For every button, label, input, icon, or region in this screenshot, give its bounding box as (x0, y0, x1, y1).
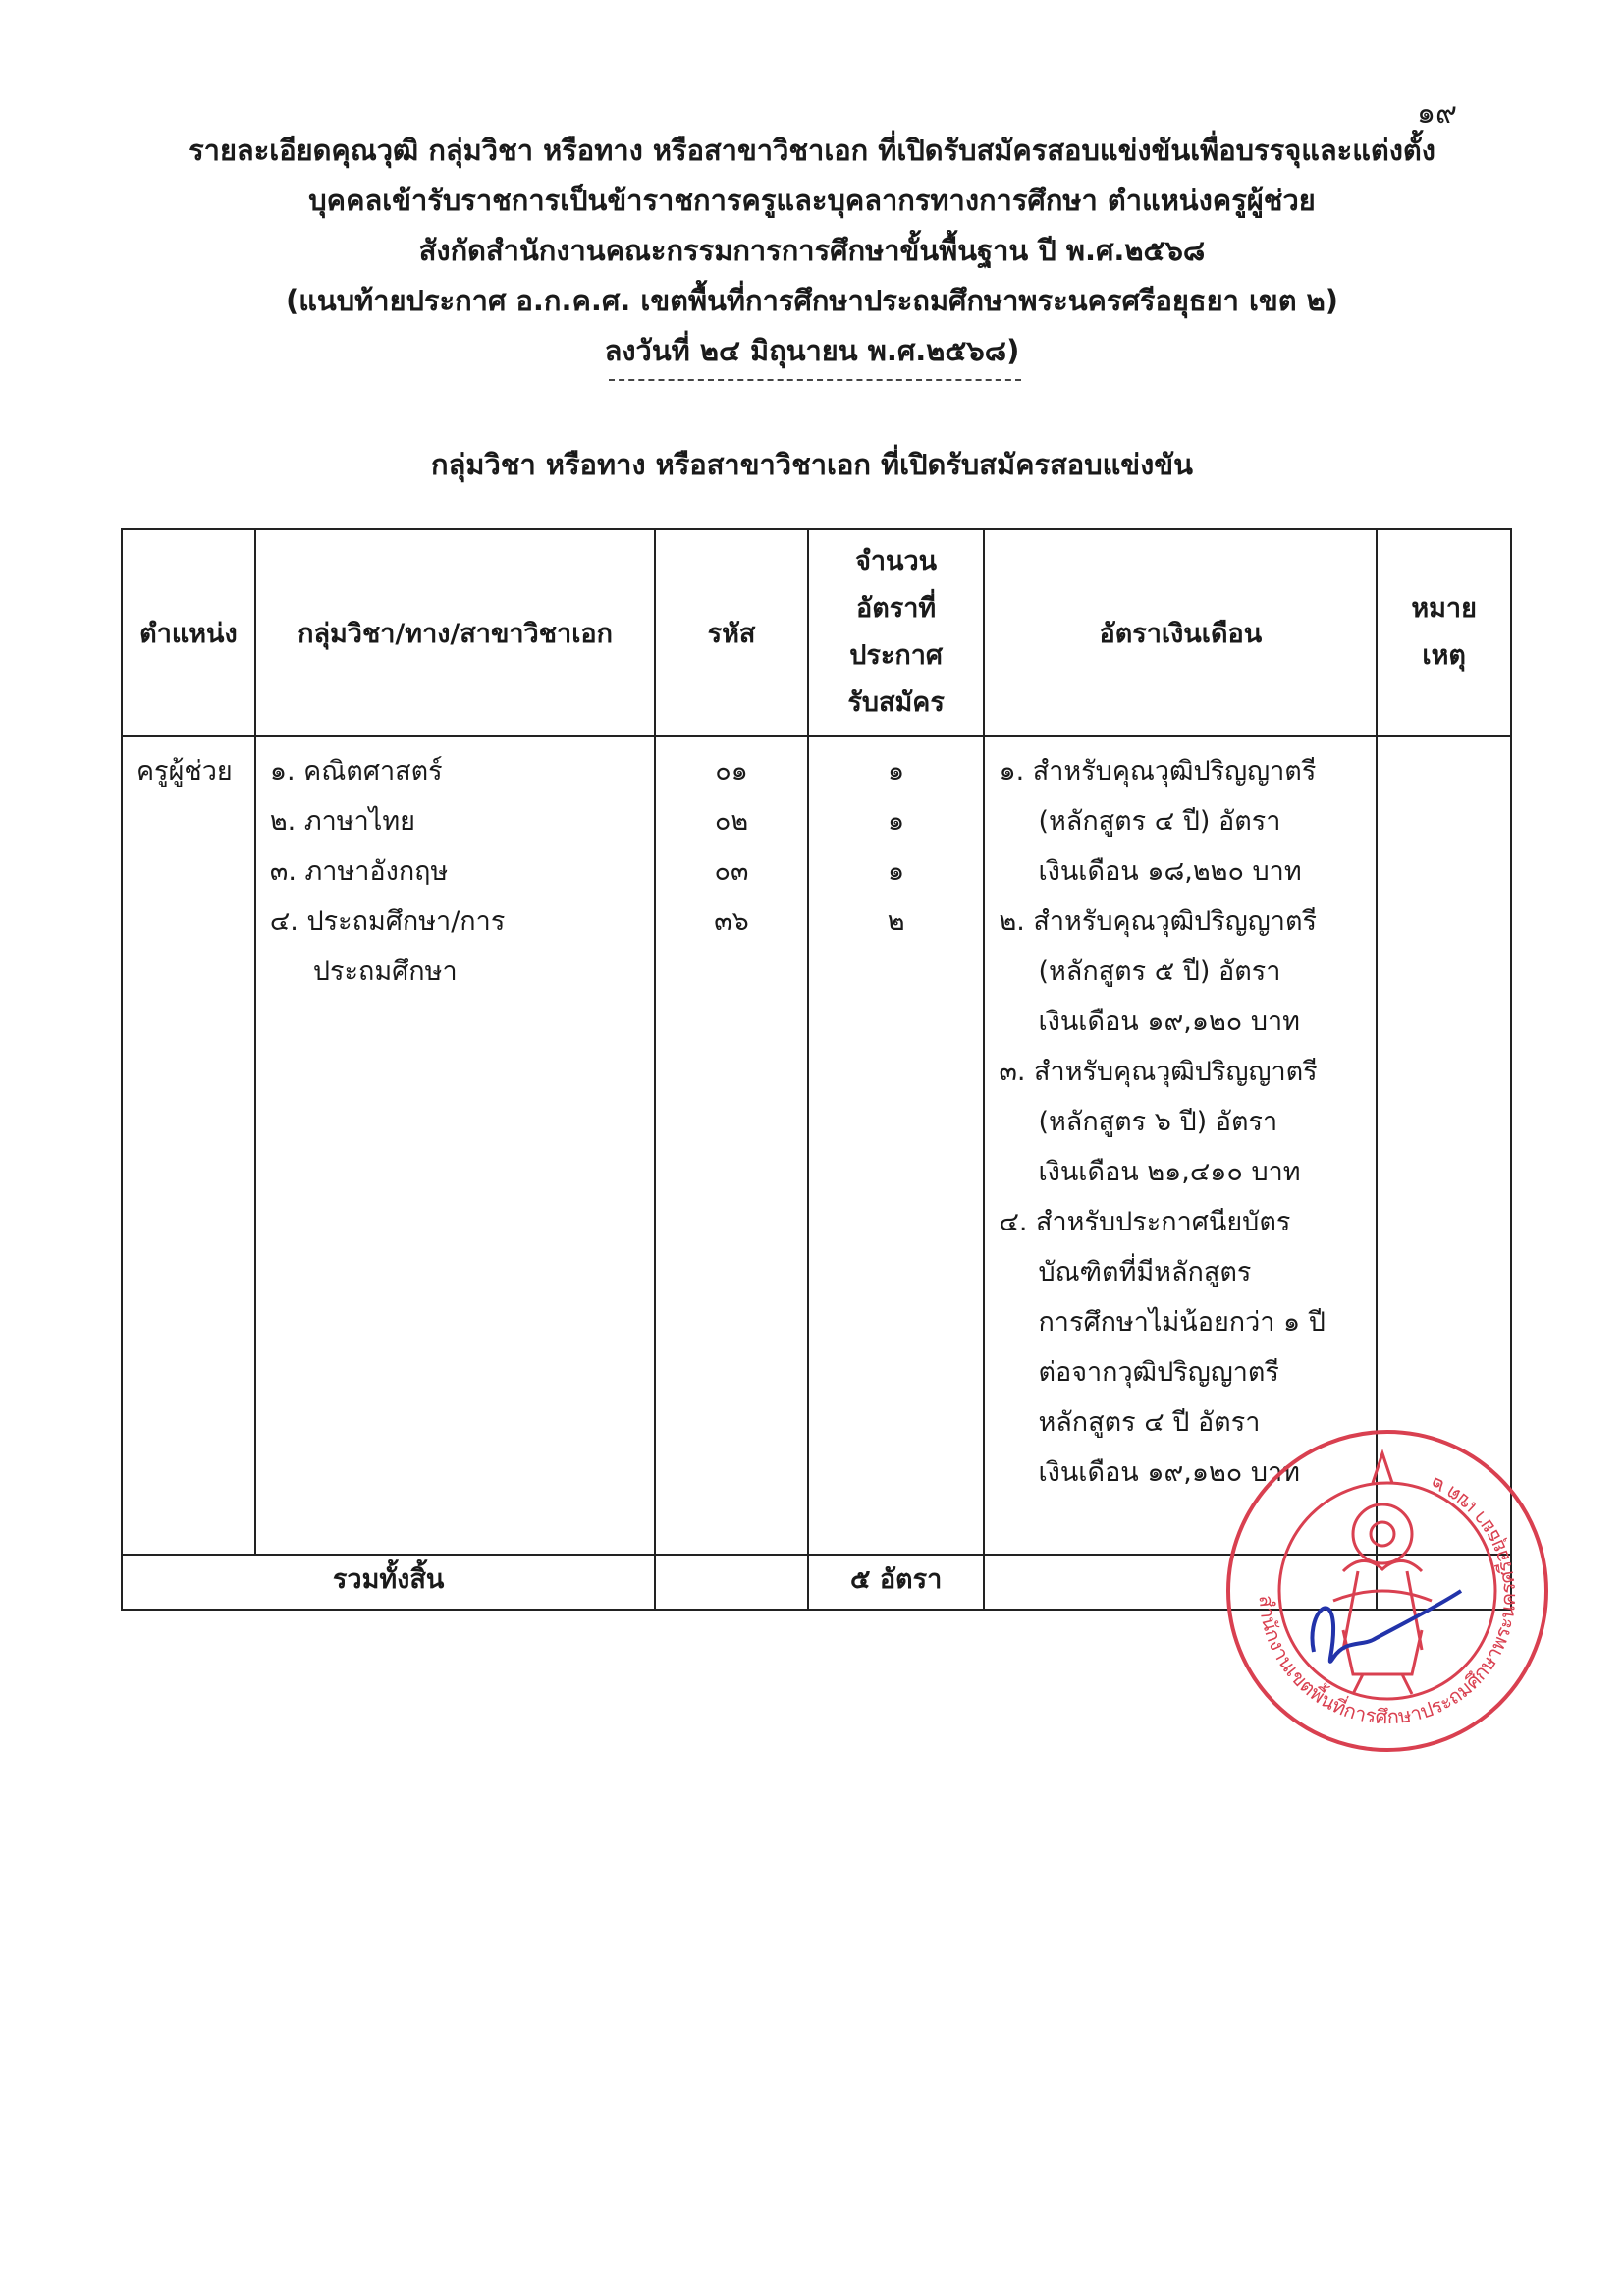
codes-cell (655, 736, 808, 1555)
salary-item-4-line: การศึกษาไม่น้อยกว่า ๑ ปี (1038, 1307, 1326, 1338)
header-line-5: ลงวันที่ ๒๔ มิถุนายน พ.ศ.๒๕๖๘) (604, 334, 1020, 367)
code-item: ๓๖ (714, 906, 749, 937)
salary-item-2: ๒. สำหรับคุณวุฒิปริญญาตรี (999, 906, 1317, 937)
page-number: ๑๙ (1416, 96, 1457, 131)
count-item: ๒ (887, 906, 905, 937)
position-cell: ครูผู้ช่วย (122, 736, 255, 1555)
header-remark (1377, 529, 1511, 736)
header-count-line: จำนวน (855, 546, 938, 576)
header-line-3: สังกัดสำนักงานคณะกรรมการการศึกษาขั้นพื้นฐาน ปี พ.ศ.๒๕๖๘ (418, 234, 1206, 267)
code-item: ๐๒ (714, 806, 749, 837)
salary-item-4-line: บัณฑิตที่มีหลักสูตร (1038, 1257, 1252, 1287)
salary-item-1: ๑. สำหรับคุณวุฒิปริญญาตรี (999, 756, 1317, 787)
salary-item-1-line: เงินเดือน ๑๘,๒๒๐ บาท (1038, 856, 1302, 887)
document-header (0, 126, 1624, 376)
seal-text-path: สำนักงานเขตพื้นที่การศึกษาประถมศึกษาพระนครศรีอยุธยา เขต ๒ (1254, 1472, 1521, 1729)
header-code: รหัส (655, 529, 808, 736)
total-count: ๕ อัตรา (808, 1555, 985, 1610)
subject-item-continuation: ประถมศึกษา (312, 957, 458, 987)
header-remark-line: หมาย (1411, 593, 1477, 624)
salary-item-2-line: (หลักสูตร ๕ ปี) อัตรา (1038, 957, 1281, 987)
seal-text (1254, 1472, 1520, 1728)
header-count-line: อัตราที่ (856, 593, 937, 624)
header-count-line: ประกาศ (849, 640, 944, 671)
counts-cell (808, 736, 985, 1555)
code-item: ๐๑ (715, 756, 748, 787)
subject-item: ๑. คณิตศาสตร์ (269, 756, 443, 787)
header-salary: อัตราเงินเดือน (984, 529, 1377, 736)
salary-item-4: ๔. สำหรับประกาศนียบัตร (999, 1207, 1291, 1237)
header-remark-line: เหตุ (1422, 640, 1466, 671)
table-header-row (122, 529, 1511, 736)
header-count (808, 529, 985, 736)
count-item: ๑ (888, 756, 905, 787)
header-subject: กลุ่มวิชา/ทาง/สาขาวิชาเอก (255, 529, 655, 736)
salary-item-2-line: เงินเดือน ๑๙,๑๒๐ บาท (1038, 1007, 1300, 1037)
count-item: ๑ (888, 856, 905, 887)
salary-item-3-line: (หลักสูตร ๖ ปี) อัตรา (1038, 1107, 1278, 1137)
salary-item-3-line: เงินเดือน ๒๑,๔๑๐ บาท (1038, 1157, 1301, 1187)
header-position: ตำแหน่ง (122, 529, 255, 736)
salary-item-4-line: ต่อจากวุฒิปริญญาตรี (1038, 1357, 1279, 1388)
subject-item: ๒. ภาษาไทย (269, 806, 415, 837)
salary-item-1-line: (หลักสูตร ๔ ปี) อัตรา (1038, 806, 1281, 837)
subject-item: ๔. ประถมศึกษา/การ (269, 906, 506, 937)
count-item: ๑ (888, 806, 905, 837)
subjects-cell (255, 736, 655, 1555)
header-count-line: รับสมัคร (847, 687, 945, 718)
header-line-4: (แนบท้ายประกาศ อ.ก.ค.ศ. เขตพื้นที่การศึกษาประถมศึกษาพระนครศรีอยุธยา เขต ๒) (285, 284, 1338, 317)
dashed-divider (609, 379, 1021, 381)
total-label: รวมทั้งสิ้น (122, 1555, 655, 1610)
header-line-1: รายละเอียดคุณวุฒิ กลุ่มวิชา หรือทาง หรือสาขาวิชาเอก ที่เปิดรับสมัครสอบแข่งขันเพื่อบรรจุและแต่งตั้ง (189, 134, 1435, 167)
salary-item-3: ๓. สำหรับคุณวุฒิปริญญาตรี (999, 1057, 1318, 1087)
code-item: ๐๓ (714, 856, 749, 887)
salary-item-4-line: เงินเดือน ๑๙,๑๒๐ บาท (1038, 1457, 1300, 1488)
header-line-2: บุคคลเข้ารับราชการเป็นข้าราชการครูและบุคลากรทางการศึกษา ตำแหน่งครูผู้ช่วย (308, 184, 1316, 217)
subject-item: ๓. ภาษาอังกฤษ (269, 856, 449, 887)
total-code-empty (655, 1555, 808, 1610)
section-title: กลุ่มวิชา หรือทาง หรือสาขาวิชาเอก ที่เปิดรับสมัครสอบแข่งขัน (431, 448, 1193, 481)
salary-item-4-line: หลักสูตร ๔ ปี อัตรา (1038, 1407, 1261, 1438)
official-seal-stamp (1216, 1424, 1559, 1758)
